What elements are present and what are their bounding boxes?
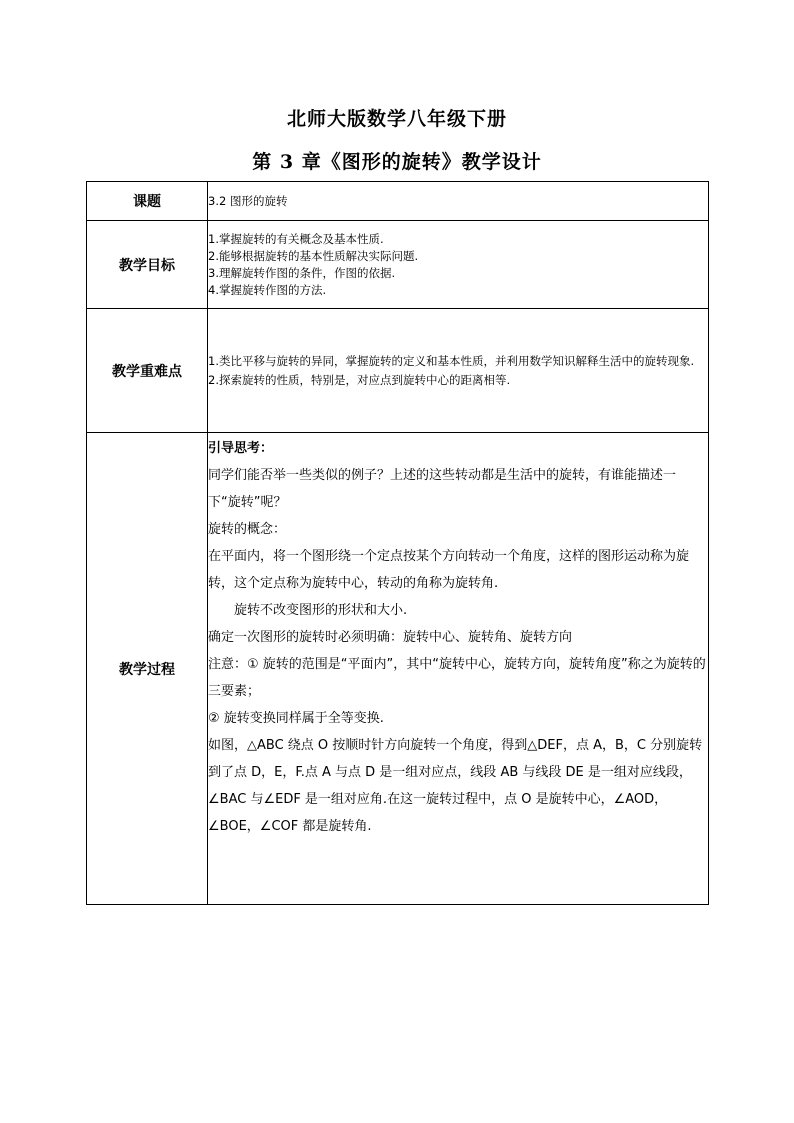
process-heading: 引导思考： — [208, 441, 274, 456]
key-point-item: 2.探索旋转的性质，特别是，对应点到旋转中心的距离相等. — [208, 372, 511, 387]
process-paragraph: 同学们能否举一些类似的例子？上述的这些转动都是生活中的旋转，有谁能描述一下“旋转”呢？ — [208, 468, 677, 510]
objectives-label: 教学目标 — [87, 221, 208, 309]
objective-item: 1.掌握旋转的有关概念及基本性质. — [208, 231, 384, 246]
document-subtitle: 第 3 章《图形的旋转》教学设计 — [252, 151, 542, 173]
process-paragraph: 注意：① 旋转的范围是“平面内”，其中“旋转中心，旋转方向，旋转角度”称之为旋转的三要素； — [208, 657, 706, 699]
process-label: 教学过程 — [87, 433, 208, 905]
process-paragraph: 旋转不改变图形的形状和大小. — [234, 603, 408, 618]
objective-item: 3.理解旋转作图的条件，作图的依据. — [208, 265, 396, 280]
table-row-key-points — [87, 309, 709, 433]
table-row-topic — [87, 182, 709, 221]
objective-item: 4.掌握旋转作图的方法. — [208, 282, 327, 297]
key-points-content — [208, 309, 709, 433]
key-point-item: 1.类比平移与旋转的异同，掌握旋转的定义和基本性质，并利用数学知识解释生活中的旋转现象. — [208, 353, 695, 368]
topic-label: 课题 — [87, 182, 208, 221]
key-points-label: 教学重难点 — [87, 309, 208, 433]
objectives-content — [208, 221, 709, 309]
document-title: 北师大版数学八年级下册 — [286, 108, 507, 130]
objective-item: 2.能够根据旋转的基本性质解决实际问题. — [208, 248, 419, 263]
process-content — [208, 433, 709, 905]
process-paragraph: 确定一次图形的旋转时必须明确：旋转中心、旋转角、旋转方向 — [208, 630, 573, 645]
table-row-process — [87, 433, 709, 905]
lesson-plan-table — [86, 181, 709, 905]
process-paragraph: 如图，△ABC 绕点 O 按顺时针方向旋转一个角度，得到△DEF，点 A，B，C 分别旋转到了点 D，E，F.点 A 与点 D 是一组对应点，线段 AB 与线段 DE 是一组对应线段，∠BAC 与∠EDF 是一组对应角.在这一旋转过程中，点 O 是旋转中心，∠AOD，∠BOE，∠COF 都是旋转角. — [208, 738, 703, 834]
process-paragraph: ② 旋转变换同样属于全等变换. — [208, 711, 384, 726]
table-row-objectives — [87, 221, 709, 309]
topic-value: 3.2 图形的旋转 — [208, 182, 709, 221]
process-paragraph: 在平面内，将一个图形绕一个定点按某个方向转动一个角度，这样的图形运动称为旋转，这个定点称为旋转中心，转动的角称为旋转角. — [208, 549, 690, 591]
process-paragraph: 旋转的概念： — [208, 522, 287, 537]
